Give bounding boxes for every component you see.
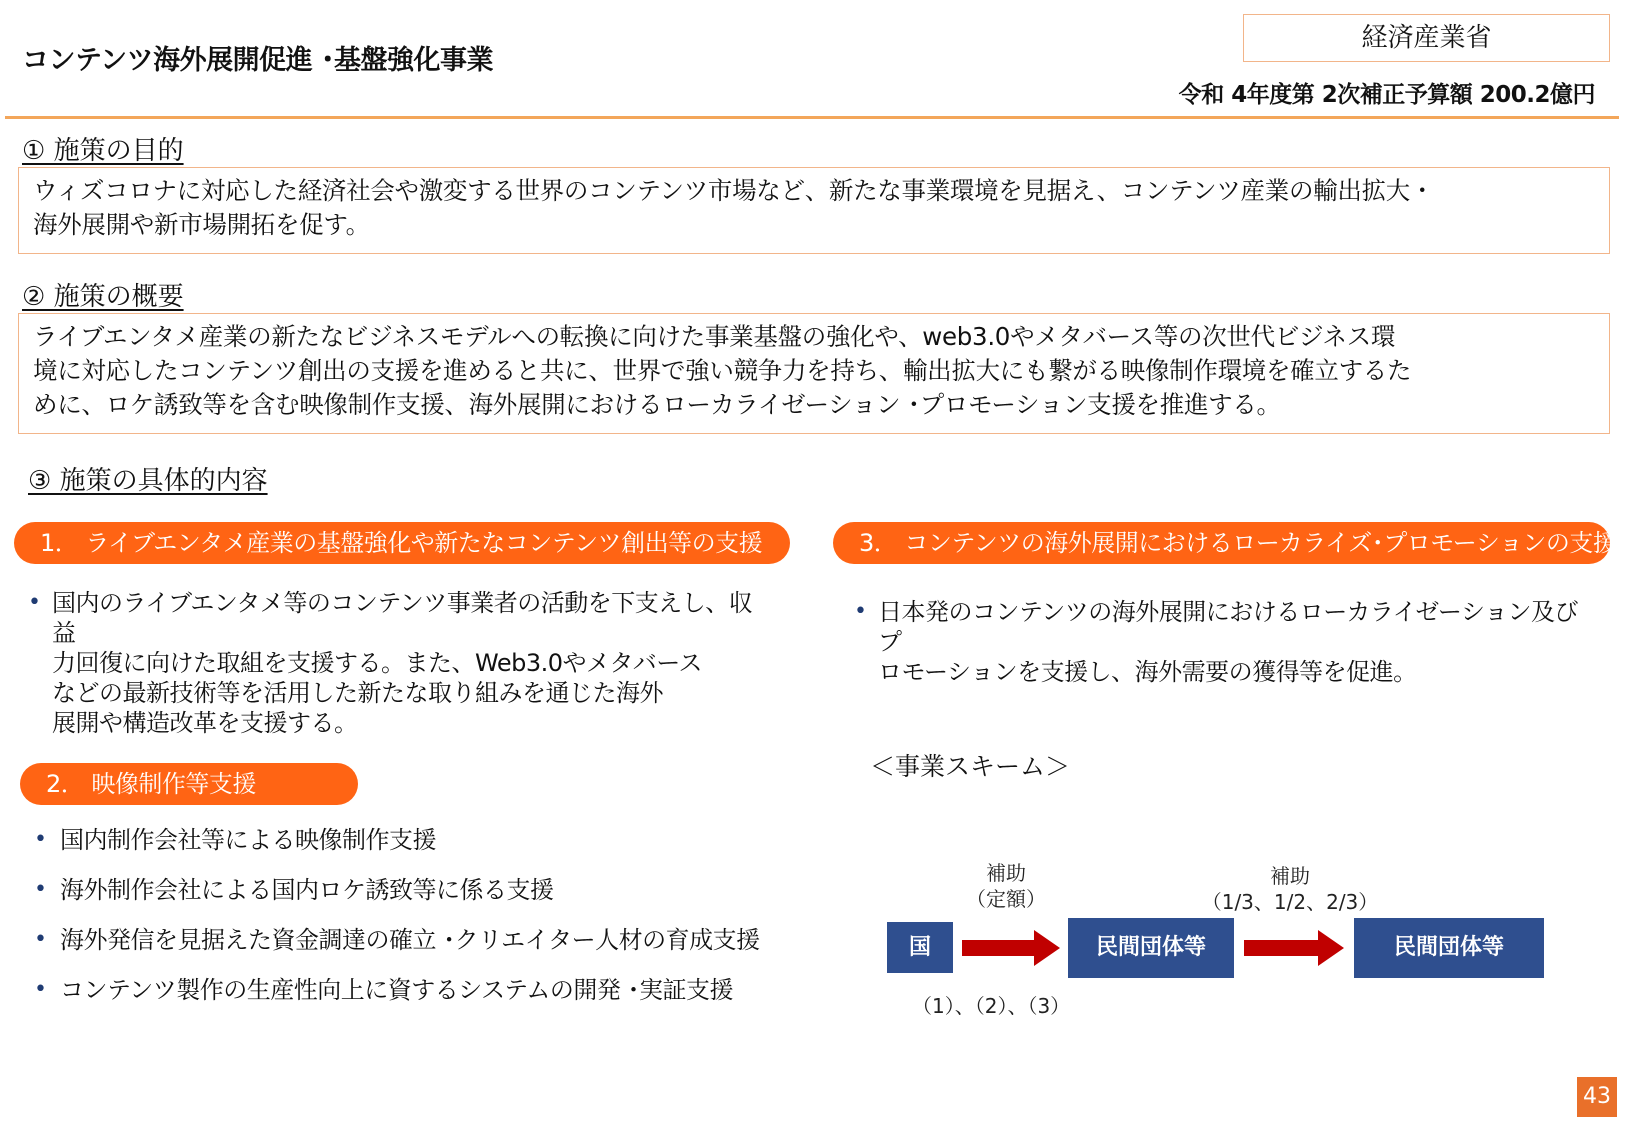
- item2-bullet-2: • 海外制作会社による国内ロケ誘致等に係る支援: [30, 875, 790, 925]
- item3-line-2: ロモーションを支援し、海外需要の獲得等を促進。: [878, 658, 1417, 686]
- item1-line-3: などの最新技術等を活用した新たな取り組みを通じた海外: [52, 679, 663, 707]
- section2-box: [18, 313, 1610, 434]
- section1-line-2: 海外展開や新市場開拓を促す。: [33, 210, 370, 239]
- scheme-footnote: （1）、（2）、（3）: [912, 994, 1071, 1018]
- page-number: 43: [1577, 1077, 1617, 1117]
- bullet-icon: •: [854, 599, 867, 624]
- page-title: コンテンツ海外展開促進 ･基盤強化事業: [22, 45, 494, 76]
- section2-line-1: ライブエンタメ産業の新たなビジネスモデルへの転換に向けた事業基盤の強化や、web3.0やメタバース等の次世代ビジネス環: [33, 322, 1396, 351]
- budget-label: 令和 4年度第 2次補正予算額 200.2億円: [1178, 82, 1595, 108]
- item1-bullet: [28, 588, 772, 738]
- item2-bullet-3: • 海外発信を見据えた資金調達の確立 ･クリエイター人材の育成支援: [30, 925, 790, 975]
- ministry-label: 経済産業省: [1243, 14, 1610, 62]
- arrow1-label-bottom: （定額）: [966, 887, 1046, 911]
- item1-line-4: 展開や構造改革を支援する。: [52, 709, 358, 737]
- section3-heading: ③ 施策の具体的内容: [28, 466, 268, 496]
- item1-line-1: 国内のライブエンタメ等のコンテンツ事業者の活動を下支えし、収益: [52, 589, 753, 647]
- section1-heading: ① 施策の目的: [22, 136, 184, 166]
- item3-line-1: 日本発のコンテンツの海外展開におけるローカライゼーション及びプ: [878, 598, 1578, 656]
- bullet-icon: •: [28, 590, 41, 615]
- scheme-node-private-2: 民間団体等: [1354, 918, 1544, 978]
- scheme-title: ＜事業スキーム＞: [870, 752, 1071, 781]
- item1-line-2: 力回復に向けた取組を支援する。また、Web3.0やメタバース: [52, 649, 703, 677]
- item3-header: 3． コンテンツの海外展開におけるローカライズ･プロモーションの支援: [833, 522, 1610, 564]
- item3-bullet: [854, 597, 1598, 687]
- section2-line-3: めに、ロケ誘致等を含む映像制作支援、海外展開におけるローカライゼーション ･プロモーション支援を推進する。: [33, 390, 1281, 419]
- item2-bullet-list: [30, 825, 790, 1025]
- item2-bullet-4: • コンテンツ製作の生産性向上に資するシステムの開発 ･実証支援: [30, 975, 790, 1025]
- section1-line-1: ウィズコロナに対応した経済社会や激変する世界のコンテンツ市場など、新たな事業環境を見据え、コンテンツ産業の輸出拡大・: [33, 176, 1435, 205]
- item2-bullet-1: • 国内制作会社等による映像制作支援: [30, 825, 790, 875]
- arrow-right-icon: [1244, 928, 1346, 968]
- item1-header: 1． ライブエンタメ産業の基盤強化や新たなコンテンツ創出等の支援: [14, 522, 790, 564]
- item2-header: 2． 映像制作等支援: [20, 763, 358, 805]
- header-divider: [5, 116, 1619, 119]
- scheme-node-private-1: 民間団体等: [1068, 918, 1234, 978]
- section2-heading: ② 施策の概要: [22, 282, 184, 312]
- arrow-right-icon: [962, 928, 1062, 968]
- scheme-node-government: 国: [887, 922, 953, 973]
- section1-box: [18, 167, 1610, 254]
- arrow2-label-bottom: （1/3、1/2、2/3）: [1201, 890, 1379, 914]
- section2-line-2: 境に対応したコンテンツ創出の支援を進めると共に、世界で強い競争力を持ち、輸出拡大にも繋がる映像制作環境を確立するた: [33, 356, 1412, 385]
- arrow2-label-top: 補助: [1270, 864, 1310, 888]
- arrow1-label-top: 補助: [986, 861, 1026, 885]
